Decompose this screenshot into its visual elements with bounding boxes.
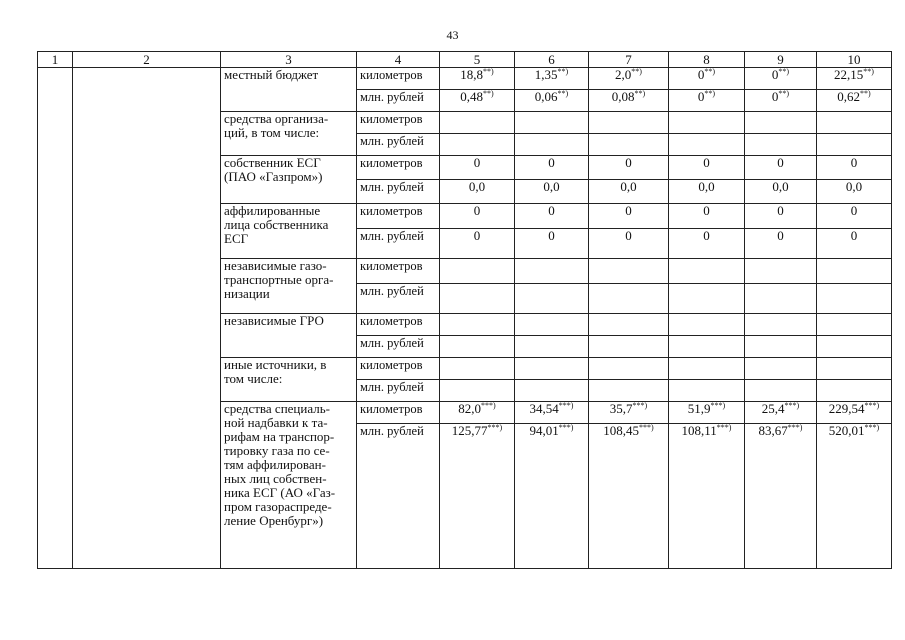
value-cell: [745, 284, 817, 314]
value-number: 0,0: [543, 179, 560, 194]
column-header: 5: [440, 52, 515, 68]
value-cell: [817, 424, 892, 569]
value-number: 25,4: [761, 401, 785, 416]
unit-label: километров: [357, 259, 440, 284]
value-number: 0: [625, 203, 632, 218]
value-cell: [440, 358, 515, 380]
value-cell: [589, 259, 669, 284]
footnote-marker: **): [778, 89, 790, 98]
col1-cell: [38, 68, 73, 569]
column-header: 3: [221, 52, 357, 68]
value-cell: [440, 314, 515, 336]
value-cell: [745, 229, 817, 259]
value-cell: [669, 336, 745, 358]
value-number: 83,67: [758, 423, 788, 438]
value-number: 0: [697, 89, 705, 104]
value-cell: [745, 402, 817, 424]
value-number: 0: [473, 228, 481, 243]
value-number: 0,06: [534, 89, 558, 104]
unit-label: млн. рублей: [357, 134, 440, 156]
value-number: 35,7: [609, 401, 633, 416]
value-cell: [589, 314, 669, 336]
source-label: средства организа- ций, в том числе:: [221, 112, 357, 156]
value-number: 34,54: [529, 401, 559, 416]
value-cell: [589, 380, 669, 402]
value-cell: [669, 134, 745, 156]
col2-cell: [73, 68, 221, 569]
value-number: 229,54: [828, 401, 865, 416]
value-number: 22,15: [834, 67, 864, 82]
value-cell: [817, 259, 892, 284]
value-cell: [817, 336, 892, 358]
footnote-marker: ***): [481, 401, 496, 410]
value-cell: [817, 112, 892, 134]
value-number: 2,0: [615, 67, 632, 82]
unit-label: млн. рублей: [357, 380, 440, 402]
source-label: аффилированные лица собственника ЕСГ: [221, 204, 357, 259]
value-cell: [589, 90, 669, 112]
value-number: 0,0: [620, 179, 637, 194]
value-number: 0,08: [611, 89, 635, 104]
footnote-marker: **): [704, 67, 716, 76]
value-cell: [515, 204, 589, 229]
value-number: 125,77: [451, 423, 488, 438]
value-cell: [440, 402, 515, 424]
column-header: 2: [73, 52, 221, 68]
footnote-marker: ***): [864, 423, 880, 432]
value-number: 51,9: [687, 401, 711, 416]
value-number: 520,01: [828, 423, 865, 438]
value-number: 0,0: [845, 179, 863, 194]
value-cell: [440, 259, 515, 284]
value-cell: [817, 180, 892, 204]
footnote-marker: **): [634, 89, 646, 98]
data-table: [37, 51, 892, 569]
value-cell: [515, 424, 589, 569]
value-number: 0: [777, 155, 784, 170]
unit-label: километров: [357, 358, 440, 380]
value-cell: [515, 284, 589, 314]
unit-label: млн. рублей: [357, 229, 440, 259]
column-header: 1: [38, 52, 73, 68]
value-cell: [745, 358, 817, 380]
value-cell: [817, 156, 892, 180]
unit-label: млн. рублей: [357, 180, 440, 204]
value-cell: [669, 259, 745, 284]
column-header: 7: [589, 52, 669, 68]
unit-label: километров: [357, 402, 440, 424]
value-cell: [440, 424, 515, 569]
value-cell: [440, 112, 515, 134]
value-cell: [669, 112, 745, 134]
value-number: 0,0: [772, 179, 789, 194]
footnote-marker: ***): [558, 401, 574, 410]
value-cell: [817, 204, 892, 229]
value-cell: [745, 112, 817, 134]
value-number: 0: [850, 203, 858, 218]
column-header: 9: [745, 52, 817, 68]
footnote-marker: ***): [639, 423, 654, 432]
value-cell: [515, 336, 589, 358]
value-cell: [589, 336, 669, 358]
value-cell: [669, 180, 745, 204]
footnote-marker: **): [557, 67, 569, 76]
value-number: 0: [771, 67, 779, 82]
value-cell: [515, 134, 589, 156]
value-number: 0,62: [837, 89, 861, 104]
value-cell: [817, 314, 892, 336]
value-cell: [440, 204, 515, 229]
value-cell: [745, 380, 817, 402]
value-cell: [440, 90, 515, 112]
value-cell: [515, 402, 589, 424]
value-cell: [440, 68, 515, 90]
unit-label: километров: [357, 68, 440, 90]
footnote-marker: ***): [632, 401, 648, 410]
footnote-marker: **): [483, 67, 494, 76]
value-cell: [440, 180, 515, 204]
footnote-marker: ***): [558, 423, 574, 432]
value-number: 108,45: [603, 423, 640, 438]
value-cell: [440, 380, 515, 402]
value-cell: [669, 229, 745, 259]
value-cell: [589, 112, 669, 134]
unit-label: километров: [357, 156, 440, 180]
value-cell: [440, 134, 515, 156]
footnote-marker: ***): [787, 423, 803, 432]
source-label: средства специаль- ной надбавки к та- рифам на транспор- тировку газа по се- тям аффилирован- ных лиц собствен- ника ЕСГ (АО «Газ- пром газораспреде- ление Оренбург»): [221, 402, 357, 569]
value-number: 0: [473, 203, 481, 218]
footnote-marker: **): [860, 89, 871, 98]
value-cell: [669, 204, 745, 229]
value-number: 18,8: [460, 67, 484, 82]
value-cell: [440, 336, 515, 358]
value-cell: [515, 380, 589, 402]
value-number: 0: [548, 203, 555, 218]
value-cell: [745, 90, 817, 112]
value-cell: [817, 358, 892, 380]
value-cell: [669, 402, 745, 424]
table-row: [38, 68, 892, 90]
value-cell: [589, 284, 669, 314]
value-cell: [515, 112, 589, 134]
value-number: 0: [473, 155, 481, 170]
header-row: [38, 52, 892, 68]
value-cell: [515, 90, 589, 112]
value-number: 94,01: [529, 423, 559, 438]
source-label: иные источники, в том числе:: [221, 358, 357, 402]
value-cell: [817, 229, 892, 259]
value-cell: [669, 314, 745, 336]
value-number: 0: [625, 155, 632, 170]
value-cell: [745, 314, 817, 336]
value-cell: [669, 68, 745, 90]
footnote-marker: ***): [487, 423, 503, 432]
unit-label: километров: [357, 112, 440, 134]
value-cell: [669, 358, 745, 380]
value-cell: [817, 90, 892, 112]
value-cell: [817, 134, 892, 156]
footnote-marker: **): [704, 89, 716, 98]
value-cell: [589, 134, 669, 156]
value-cell: [745, 336, 817, 358]
footnote-marker: ***): [864, 401, 880, 410]
source-label: независимые газо- транспортные орга- низации: [221, 259, 357, 314]
value-number: 0: [625, 228, 632, 243]
footnote-marker: ***): [784, 401, 800, 410]
value-number: 108,11: [681, 423, 717, 438]
value-cell: [745, 180, 817, 204]
value-cell: [515, 259, 589, 284]
value-cell: [669, 424, 745, 569]
footnote-marker: ***): [710, 401, 726, 410]
value-cell: [589, 156, 669, 180]
source-label: независимые ГРО: [221, 314, 357, 358]
footnote-marker: **): [557, 89, 569, 98]
footnote-marker: **): [863, 67, 874, 76]
value-cell: [515, 358, 589, 380]
value-cell: [745, 259, 817, 284]
value-number: 0: [548, 228, 555, 243]
value-cell: [515, 180, 589, 204]
footnote-marker: **): [631, 67, 642, 76]
value-cell: [745, 134, 817, 156]
value-number: 0: [850, 155, 858, 170]
value-cell: [589, 229, 669, 259]
unit-label: километров: [357, 314, 440, 336]
value-number: 0: [703, 155, 710, 170]
value-cell: [669, 380, 745, 402]
value-number: 1,35: [534, 67, 558, 82]
footnote-marker: **): [778, 67, 790, 76]
column-header: 4: [357, 52, 440, 68]
source-label: местный бюджет: [221, 68, 357, 112]
value-cell: [817, 402, 892, 424]
column-header: 8: [669, 52, 745, 68]
page-number: 43: [446, 28, 459, 42]
value-cell: [669, 284, 745, 314]
value-number: 0,48: [460, 89, 484, 104]
value-cell: [515, 156, 589, 180]
unit-label: млн. рублей: [357, 336, 440, 358]
value-cell: [745, 424, 817, 569]
value-cell: [515, 68, 589, 90]
value-number: 0: [703, 228, 710, 243]
value-number: 0: [777, 203, 784, 218]
value-number: 0: [697, 67, 705, 82]
value-cell: [817, 380, 892, 402]
value-cell: [440, 156, 515, 180]
value-number: 0,0: [468, 179, 486, 194]
value-cell: [515, 229, 589, 259]
value-cell: [589, 358, 669, 380]
value-cell: [745, 156, 817, 180]
value-cell: [440, 284, 515, 314]
value-number: 0: [548, 155, 555, 170]
value-cell: [745, 68, 817, 90]
value-cell: [669, 156, 745, 180]
value-cell: [745, 204, 817, 229]
value-cell: [669, 90, 745, 112]
value-cell: [589, 402, 669, 424]
value-number: 0: [771, 89, 779, 104]
value-number: 0: [850, 228, 858, 243]
value-number: 0: [777, 228, 784, 243]
value-cell: [817, 68, 892, 90]
value-cell: [589, 204, 669, 229]
value-number: 0,0: [698, 179, 715, 194]
value-cell: [589, 424, 669, 569]
value-cell: [589, 180, 669, 204]
value-cell: [440, 229, 515, 259]
footnote-marker: **): [483, 89, 494, 98]
source-label: собственник ЕСГ (ПАО «Газпром»): [221, 156, 357, 204]
value-cell: [589, 68, 669, 90]
unit-label: млн. рублей: [357, 284, 440, 314]
value-number: 0: [703, 203, 710, 218]
footnote-marker: ***): [716, 423, 732, 432]
unit-label: млн. рублей: [357, 424, 440, 569]
unit-label: млн. рублей: [357, 90, 440, 112]
value-number: 82,0: [458, 401, 482, 416]
value-cell: [515, 314, 589, 336]
column-header: 10: [817, 52, 892, 68]
unit-label: километров: [357, 204, 440, 229]
value-cell: [817, 284, 892, 314]
column-header: 6: [515, 52, 589, 68]
